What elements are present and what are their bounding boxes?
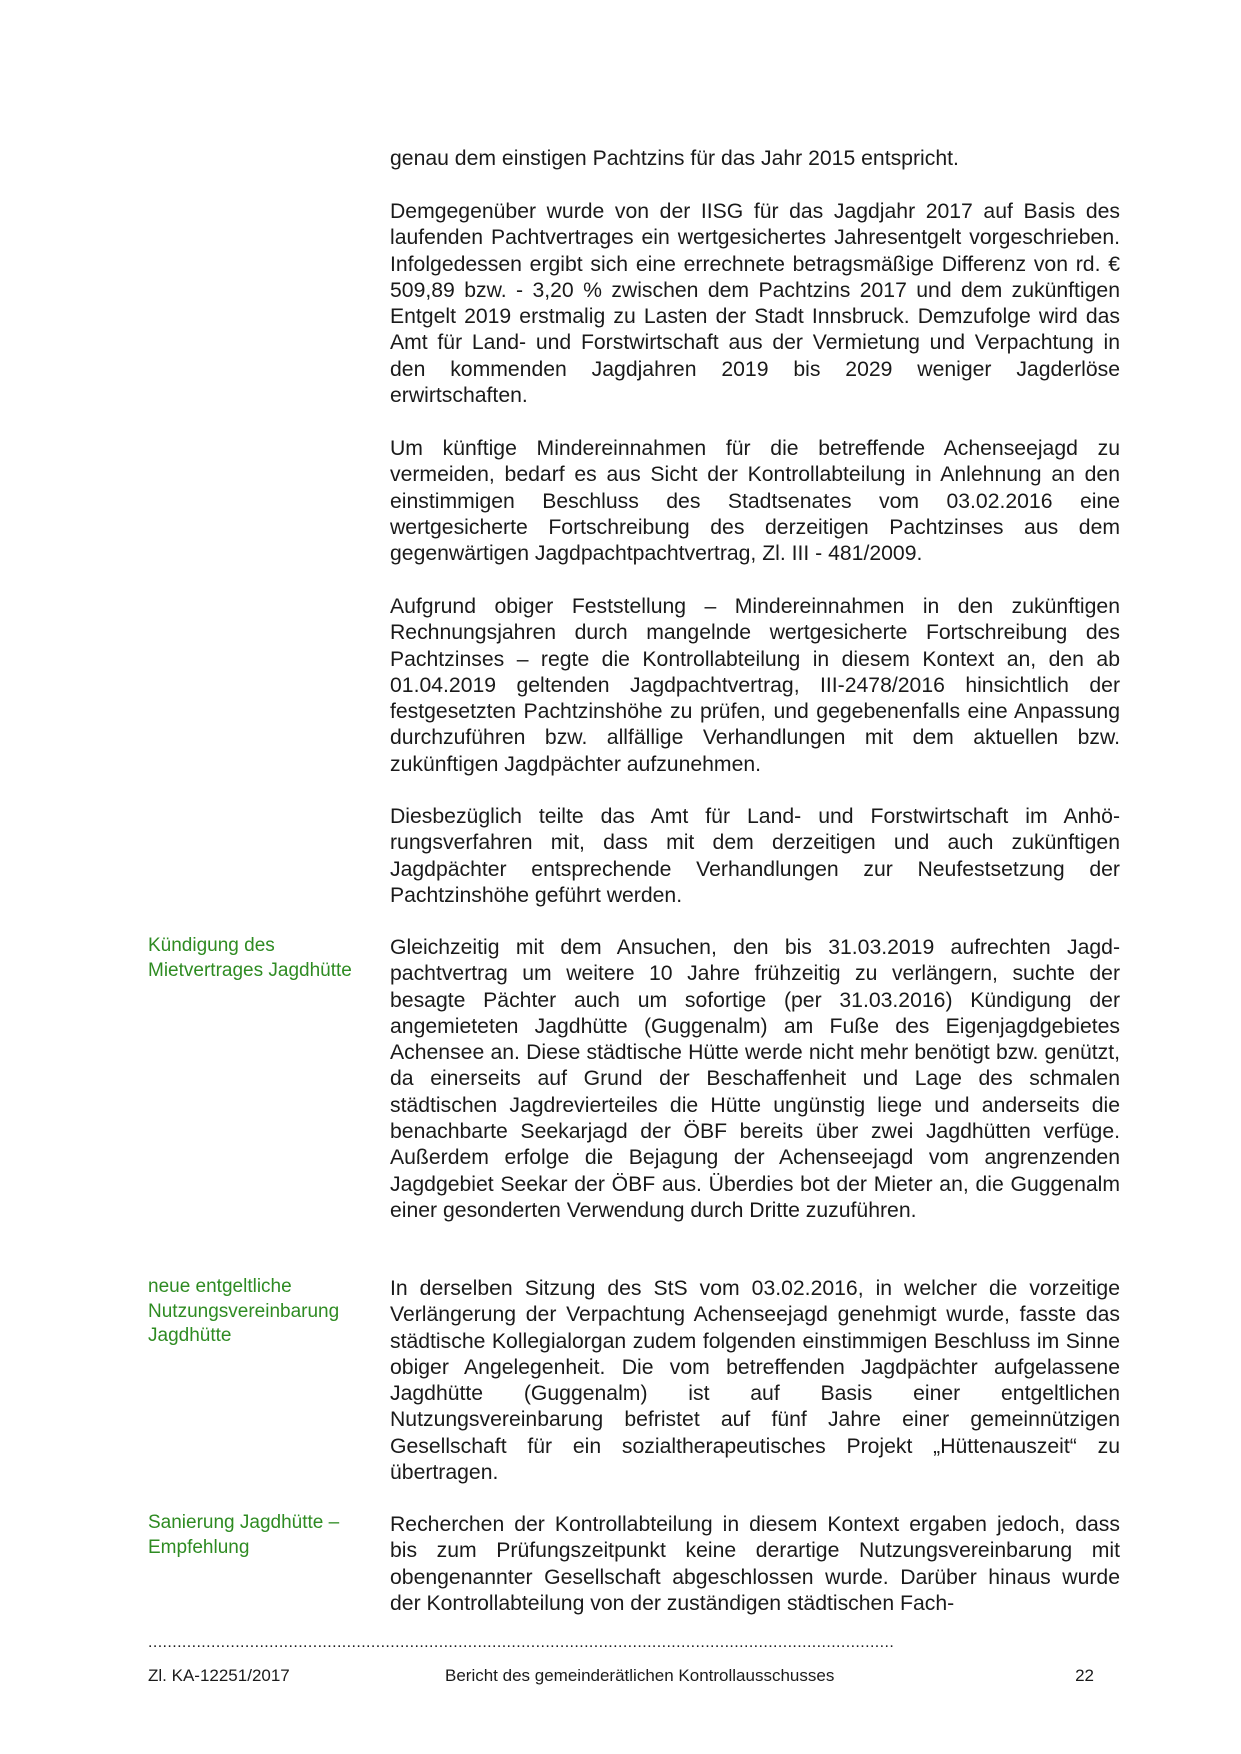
body-paragraph-6: Gleichzeitig mit dem Ansuchen, den bis 31.03.2019 aufrechten Jagdpachtvertrag um weitere 10 Jahre frühzeitig zu verlängern, suchte der besagte Pächter auch um sofortige (per 31.03.2016) Kündigung der angemieteten Jagdhütte (Guggenalm) am Fuße des Eigenjagdgebietes Achensee an. Diese städtische Hütte werde nicht mehr benötigt bzw. genützt, da einerseits auf Grund der Beschaffenheit und Lage des schmalen städtischen Jagdrevierteiles die Hütte ungünstig liege und anderseits die benachbarte Seekarjagd der ÖBF bereits über zwei Jagdhütten verfüge. Außerdem erfolge die Bejagung der Achenseejagd vom angrenzenden Jagdgebiet Seekar der ÖBF aus. Überdies bot der Mieter an, die Guggenalm einer gesonderten Verwendung durch Dritte zuzuführen. — [390, 936, 1120, 1222]
body-paragraph-7: In derselben Sitzung des StS vom 03.02.2016, in welcher die vorzeitige Verlängerung der Verpachtung Achenseejagd genehmigt wurde, fasste das städtische Kollegialorgan zudem folgenden einstimmigen Beschluss im Sinne obiger Angelegenheit. Die vom betreffenden Jagdpächter aufgelassene Jagdhütte (Guggenalm) ist auf Basis einer entgeltlichen Nutzungsvereinbarung befristet auf fünf Jahre einer gemeinnützigen Gesellschaft für ein sozialtherapeutisches Projekt „Hüttenauszeit“ zu übertragen. — [390, 1277, 1120, 1485]
body-paragraph-4: Aufgrund obiger Feststellung – Mindereinnahmen in den zukünftigen Rechnungsjahren durch mangelnde wertgesicherte Fortschreibung des Pachtzinses – regte die Kontrollabteilung in diesem Kontext an, den ab 01.04.2019 geltenden Jagdpachtvertrag, III-2478/2016 hinsichtlich der festgesetzten Pachtzinshöhe zu prüfen, und gegebenenfalls eine Anpassung durchzuführen bzw. allfällige Verhandlungen mit dem aktuellen bzw. zukünftigen Jagdpächter aufzunehmen. — [390, 595, 1120, 776]
body-paragraph-8: Recherchen der Kontrollabteilung in diesem Kontext ergaben jedoch, dass bis zum Prüfungszeitpunkt keine derartige Nutzungsvereinbarung mit obengenannter Gesellschaft abgeschlossen wurde. Darüber hinaus wurde der Kontrollabteilung von der zuständigen städtischen Fach- — [390, 1513, 1120, 1615]
body-paragraph-1: genau dem einstigen Pachtzins für das Jahr 2015 entspricht. — [390, 147, 959, 170]
footer-page-number: 22 — [1075, 1666, 1094, 1685]
footer-reference: Zl. KA-12251/2017 — [148, 1666, 290, 1685]
footer-separator: .......................................................................................................................................................... — [148, 1636, 895, 1650]
footer-report-title: Bericht des gemeinderätlichen Kontrollausschusses — [445, 1666, 835, 1685]
margin-note-sanierung: Sanierung Jagdhütte – Empfehlung — [148, 1512, 340, 1558]
body-paragraph-2: Demgegenüber wurde von der IISG für das Jagdjahr 2017 auf Basis des laufenden Pachtvertrages ein wertgesichertes Jahresentgelt vorgeschrieben. Infolgedessen ergibt sich eine errechnete betragsmäßige Differenz von rd. € 509,89 bzw. - 3,20 % zwischen dem Pachtzins 2017 und dem zukünftigen Entgelt 2019 erstmalig zu Lasten der Stadt Innsbruck. Demzufolge wird das Amt für Land- und Forstwirtschaft aus der Vermietung und Verpachtung in den kommenden Jagdjahren 2019 bis 2029 weniger Jagderlöse erwirtschaften. — [390, 200, 1120, 408]
body-paragraph-3: Um künftige Mindereinnahmen für die betreffende Achenseejagd zu vermeiden, bedarf es aus Sicht der Kontrollabteilung in Anlehnung an den einstimmigen Beschluss des Stadtsenates vom 03.02.2016 eine wertgesicherte Fortschreibung des derzeitigen Pachtzinses aus dem gegenwärtigen Jagdpachtpachtvertrag, Zl. III - 481/2009. — [390, 437, 1120, 566]
margin-note-kuendigung: Kündigung des Mietvertrages Jagdhütte — [148, 935, 352, 981]
page-footer — [148, 1664, 1094, 1688]
margin-note-nutzungsvereinbarung: neue entgeltliche Nutzungsvereinbarung Jagdhütte — [148, 1276, 340, 1346]
body-paragraph-5: Diesbezüglich teilte das Amt für Land- und Forstwirtschaft im Anhörungsverfahren mit, dass mit dem derzeitigen und auch zukünftigen Jagdpächter entsprechende Verhandlungen zur Neufestsetzung der Pachtzinshöhe geführt werden. — [390, 805, 1120, 907]
